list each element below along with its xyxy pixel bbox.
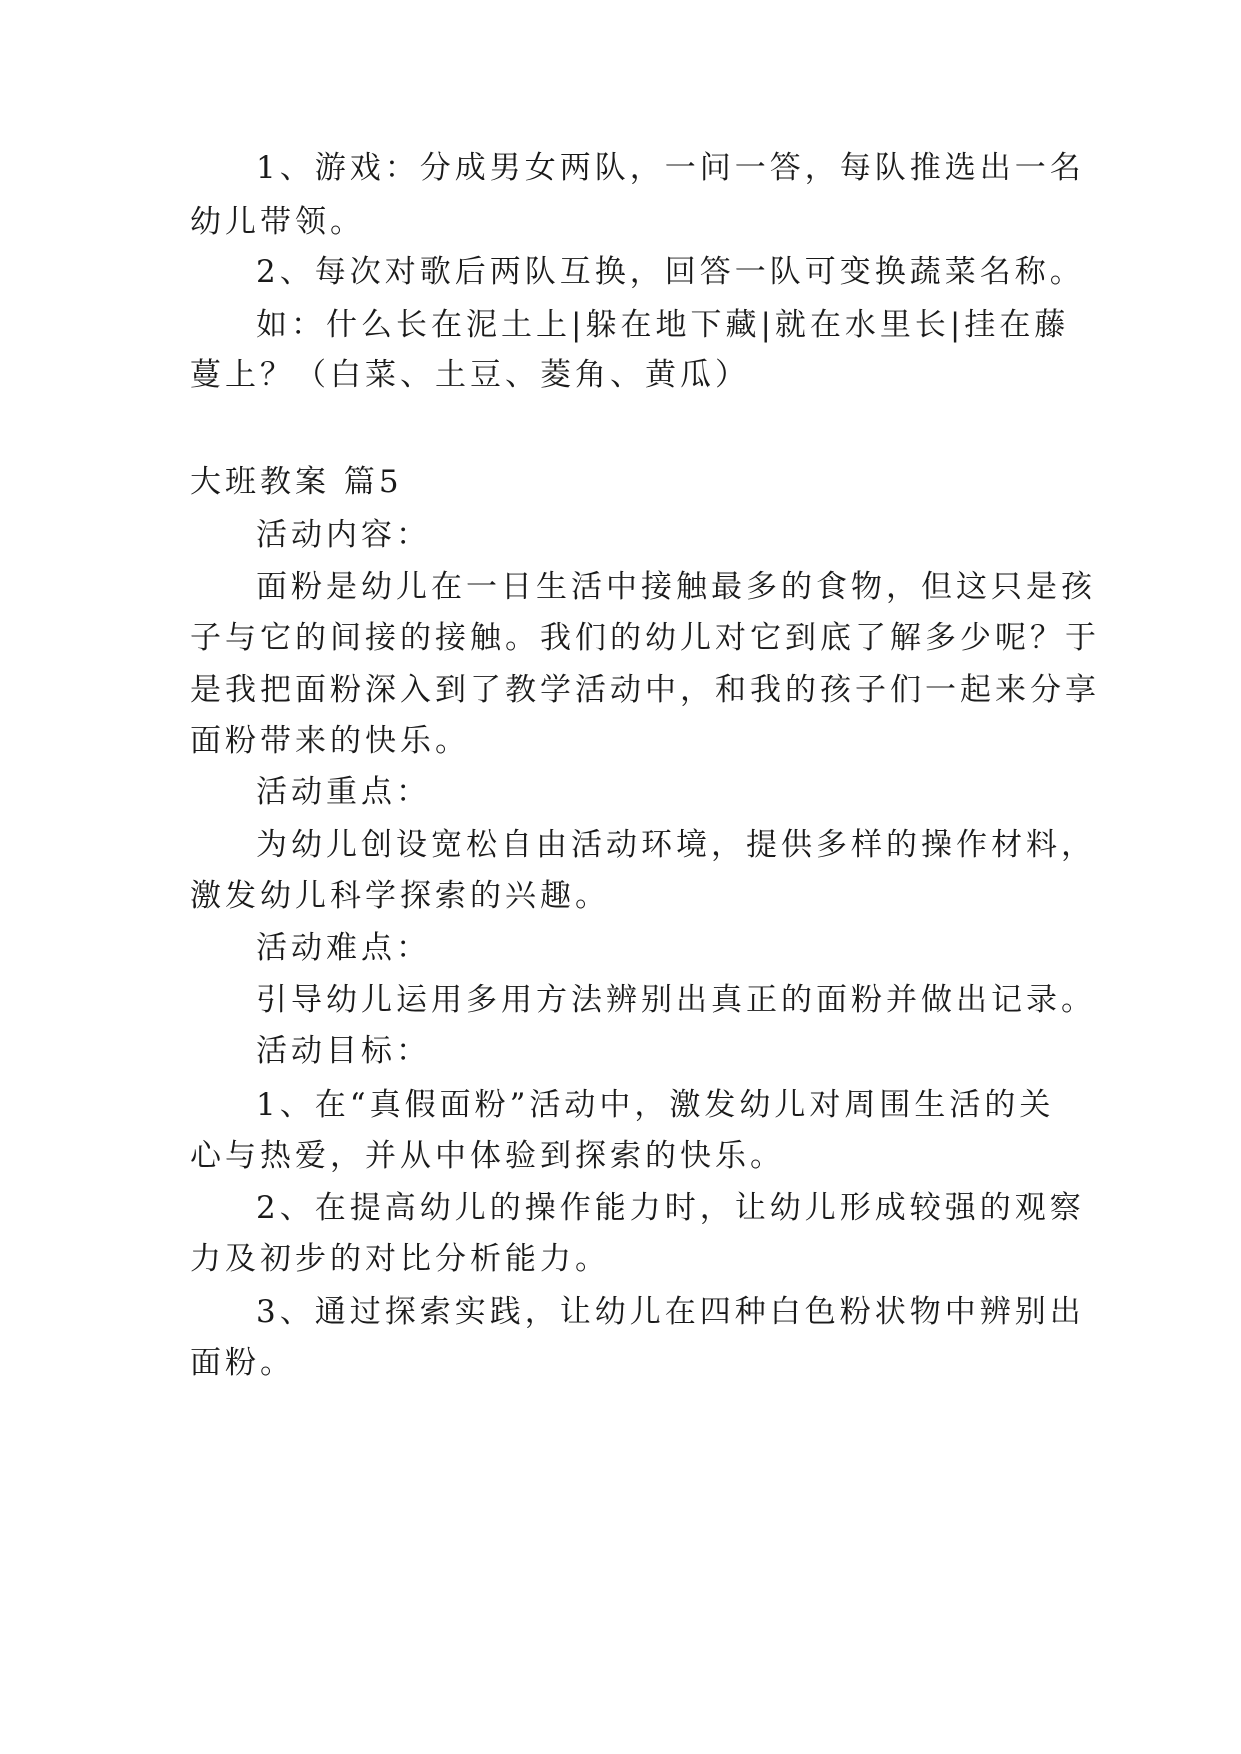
text-line: 活动难点： <box>256 930 431 966</box>
text-line: 活动重点： <box>256 774 431 810</box>
text-line: 面粉是幼儿在一日生活中接触最多的食物，但这只是孩 <box>256 569 1096 605</box>
text-line: 活动目标： <box>256 1033 431 1069</box>
text-line: 面粉。 <box>190 1345 295 1381</box>
text-line: 激发幼儿科学探索的兴趣。 <box>190 878 610 914</box>
text-line: 子与它的间接的接触。我们的幼儿对它到底了解多少呢？于 <box>190 620 1100 656</box>
text-line: 面粉带来的快乐。 <box>190 723 470 759</box>
text-line: 力及初步的对比分析能力。 <box>190 1241 610 1277</box>
text-line: 蔓上？（白菜、土豆、菱角、黄瓜） <box>190 357 750 393</box>
text-line: 心与热爱，并从中体验到探索的快乐。 <box>190 1138 785 1174</box>
text-line: 如：什么长在泥土上|躲在地下藏|就在水里长|挂在藤 <box>256 307 1070 343</box>
text-line: 1、在“真假面粉”活动中，激发幼儿对周围生活的关 <box>256 1087 1055 1123</box>
text-line: 引导幼儿运用多用方法辨别出真正的面粉并做出记录。 <box>256 982 1096 1018</box>
text-line: 活动内容： <box>256 517 431 553</box>
text-line: 2、每次对歌后两队互换，回答一队可变换蔬菜名称。 <box>256 254 1085 290</box>
text-line: 3、通过探索实践，让幼儿在四种白色粉状物中辨别出 <box>256 1294 1085 1330</box>
text-line: 为幼儿创设宽松自由活动环境，提供多样的操作材料， <box>256 827 1096 863</box>
text-line: 2、在提高幼儿的操作能力时，让幼儿形成较强的观察 <box>256 1190 1085 1226</box>
text-line: 幼儿带领。 <box>190 204 365 240</box>
section-heading: 大班教案 篇5 <box>190 464 403 500</box>
text-line: 是我把面粉深入到了教学活动中，和我的孩子们一起来分享 <box>190 672 1100 708</box>
text-line: 1、游戏：分成男女两队，一问一答，每队推选出一名 <box>256 150 1085 186</box>
